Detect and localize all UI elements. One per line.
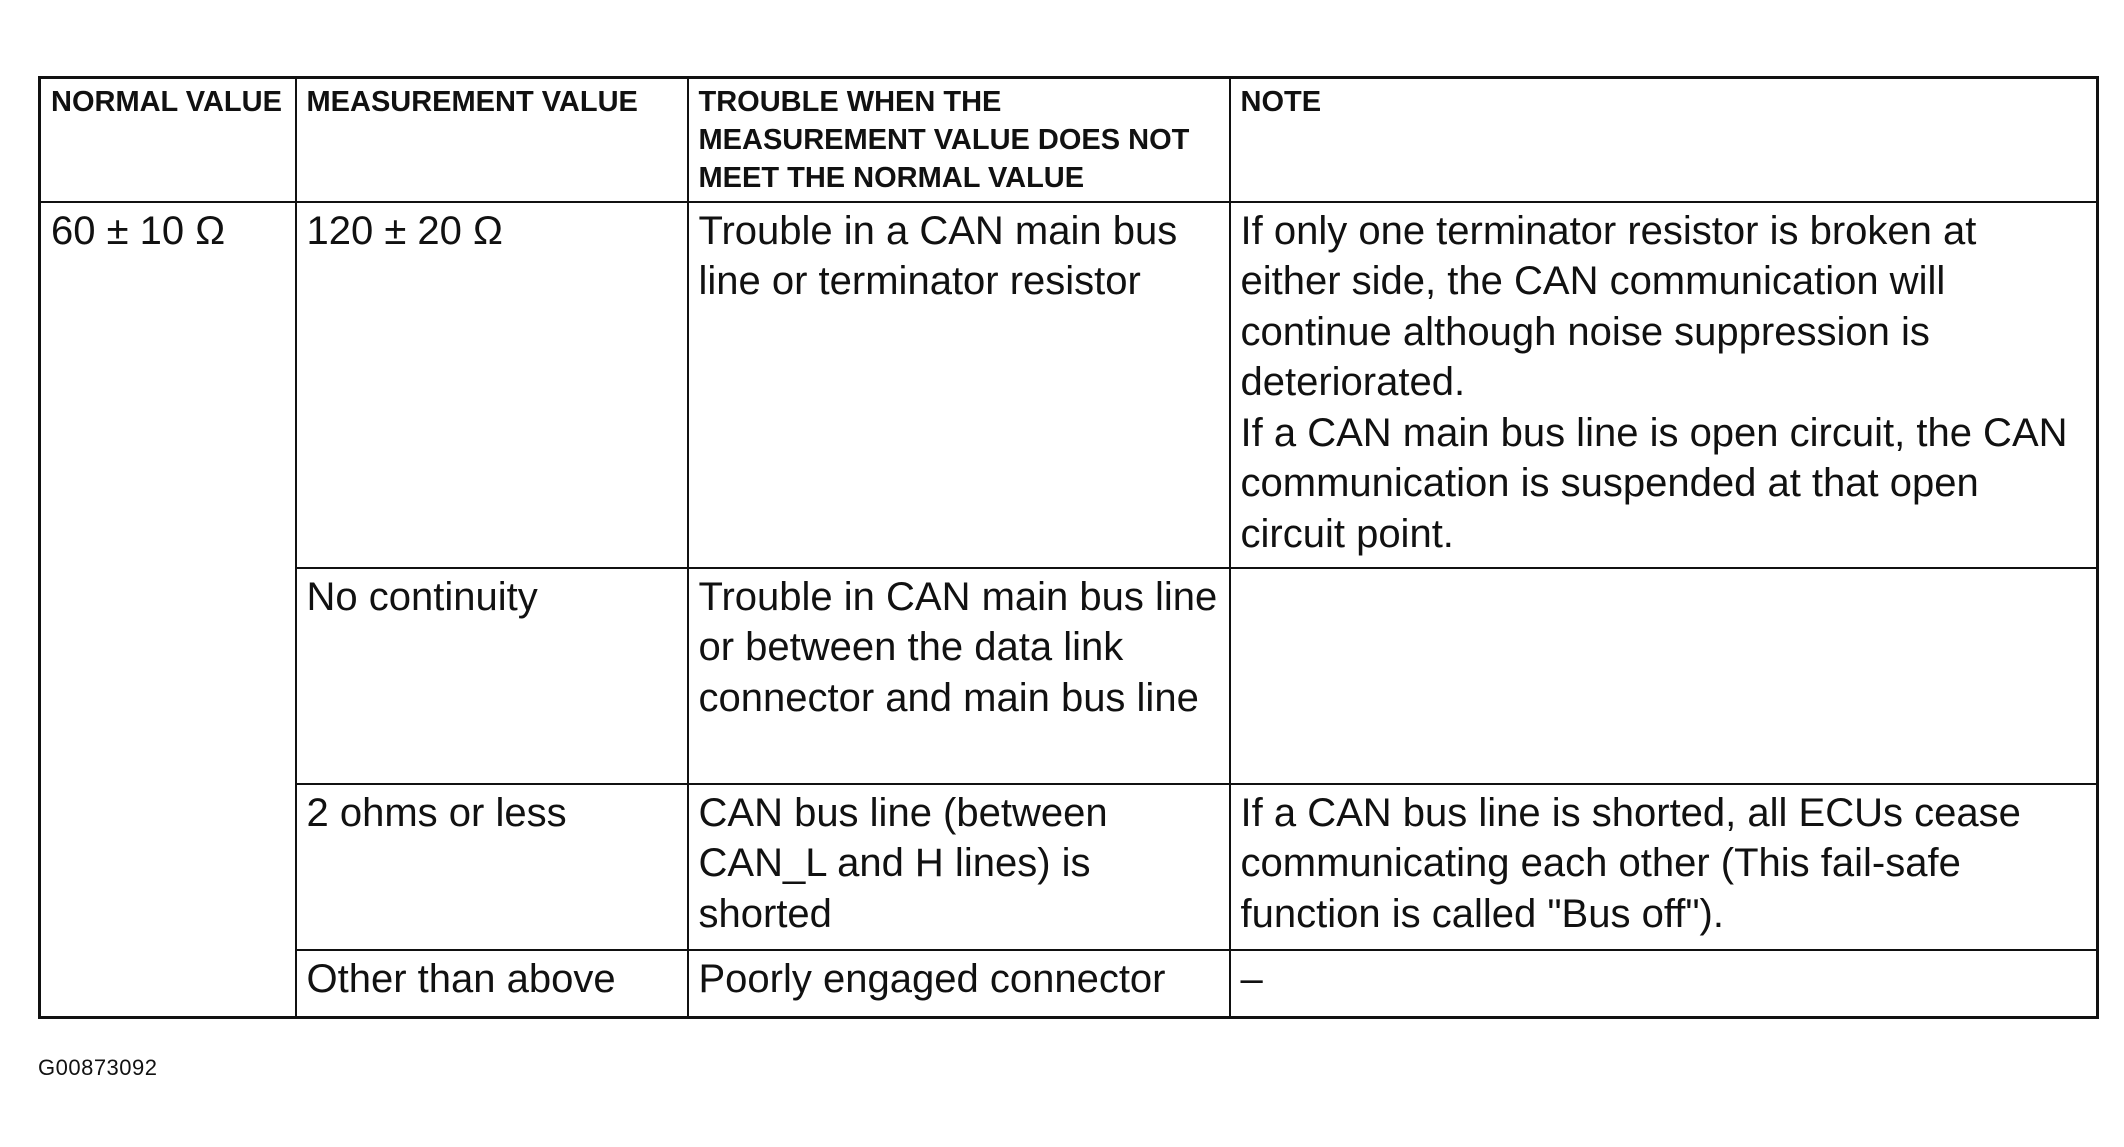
measurement-text: No continuity <box>306 574 538 619</box>
trouble-cell <box>688 568 1230 784</box>
trouble-cell <box>688 202 1230 568</box>
note-text: – <box>1240 956 1263 1001</box>
trouble-text: Poorly engaged connector <box>698 956 1166 1001</box>
note-cell <box>1230 784 2098 950</box>
trouble-text: CAN bus line (between CAN_L and H lines) is shorted <box>698 790 1108 936</box>
trouble-text: Trouble in CAN main bus line or between the data link connector and main bus line <box>698 574 1218 720</box>
table-header-row <box>40 78 2098 202</box>
table-row <box>40 950 2098 1018</box>
trouble-text: Trouble in a CAN main bus line or terminator resistor <box>698 208 1178 303</box>
measurement-cell <box>296 784 688 950</box>
table-row <box>40 784 2098 950</box>
note-text: If a CAN main bus line is open circuit, the CAN communication is suspended at that open circuit point. <box>1240 410 2068 556</box>
note-text: If only one terminator resistor is broken at either side, the CAN communication will continue although noise suppression is deteriorated. <box>1240 208 1977 404</box>
header-trouble: TROUBLE WHEN THE MEASUREMENT VALUE DOES NOT MEET THE NORMAL VALUE <box>688 78 1230 202</box>
measurement-cell <box>296 568 688 784</box>
note-text: If a CAN bus line is shorted, all ECUs cease communicating each other (This fail-safe function is called "Bus off"). <box>1240 790 2021 936</box>
header-measurement-value: MEASUREMENT VALUE <box>296 78 688 202</box>
measurement-text: Other than above <box>306 956 616 1001</box>
normal-value-cell <box>40 202 296 1018</box>
diagnostic-table <box>38 76 2099 1019</box>
normal-value-text: 60 ± 10 Ω <box>51 208 226 253</box>
note-cell <box>1230 568 2098 784</box>
measurement-cell <box>296 202 688 568</box>
trouble-cell <box>688 784 1230 950</box>
header-normal-value: NORMAL VALUE <box>40 78 296 202</box>
note-cell <box>1230 950 2098 1018</box>
table-row <box>40 568 2098 784</box>
measurement-cell <box>296 950 688 1018</box>
trouble-cell <box>688 950 1230 1018</box>
header-note: NOTE <box>1230 78 2098 202</box>
note-cell <box>1230 202 2098 568</box>
table-row <box>40 202 2098 568</box>
figure-id-caption: G00873092 <box>38 1055 158 1080</box>
measurement-text: 120 ± 20 Ω <box>306 208 503 253</box>
measurement-text: 2 ohms or less <box>306 790 567 835</box>
